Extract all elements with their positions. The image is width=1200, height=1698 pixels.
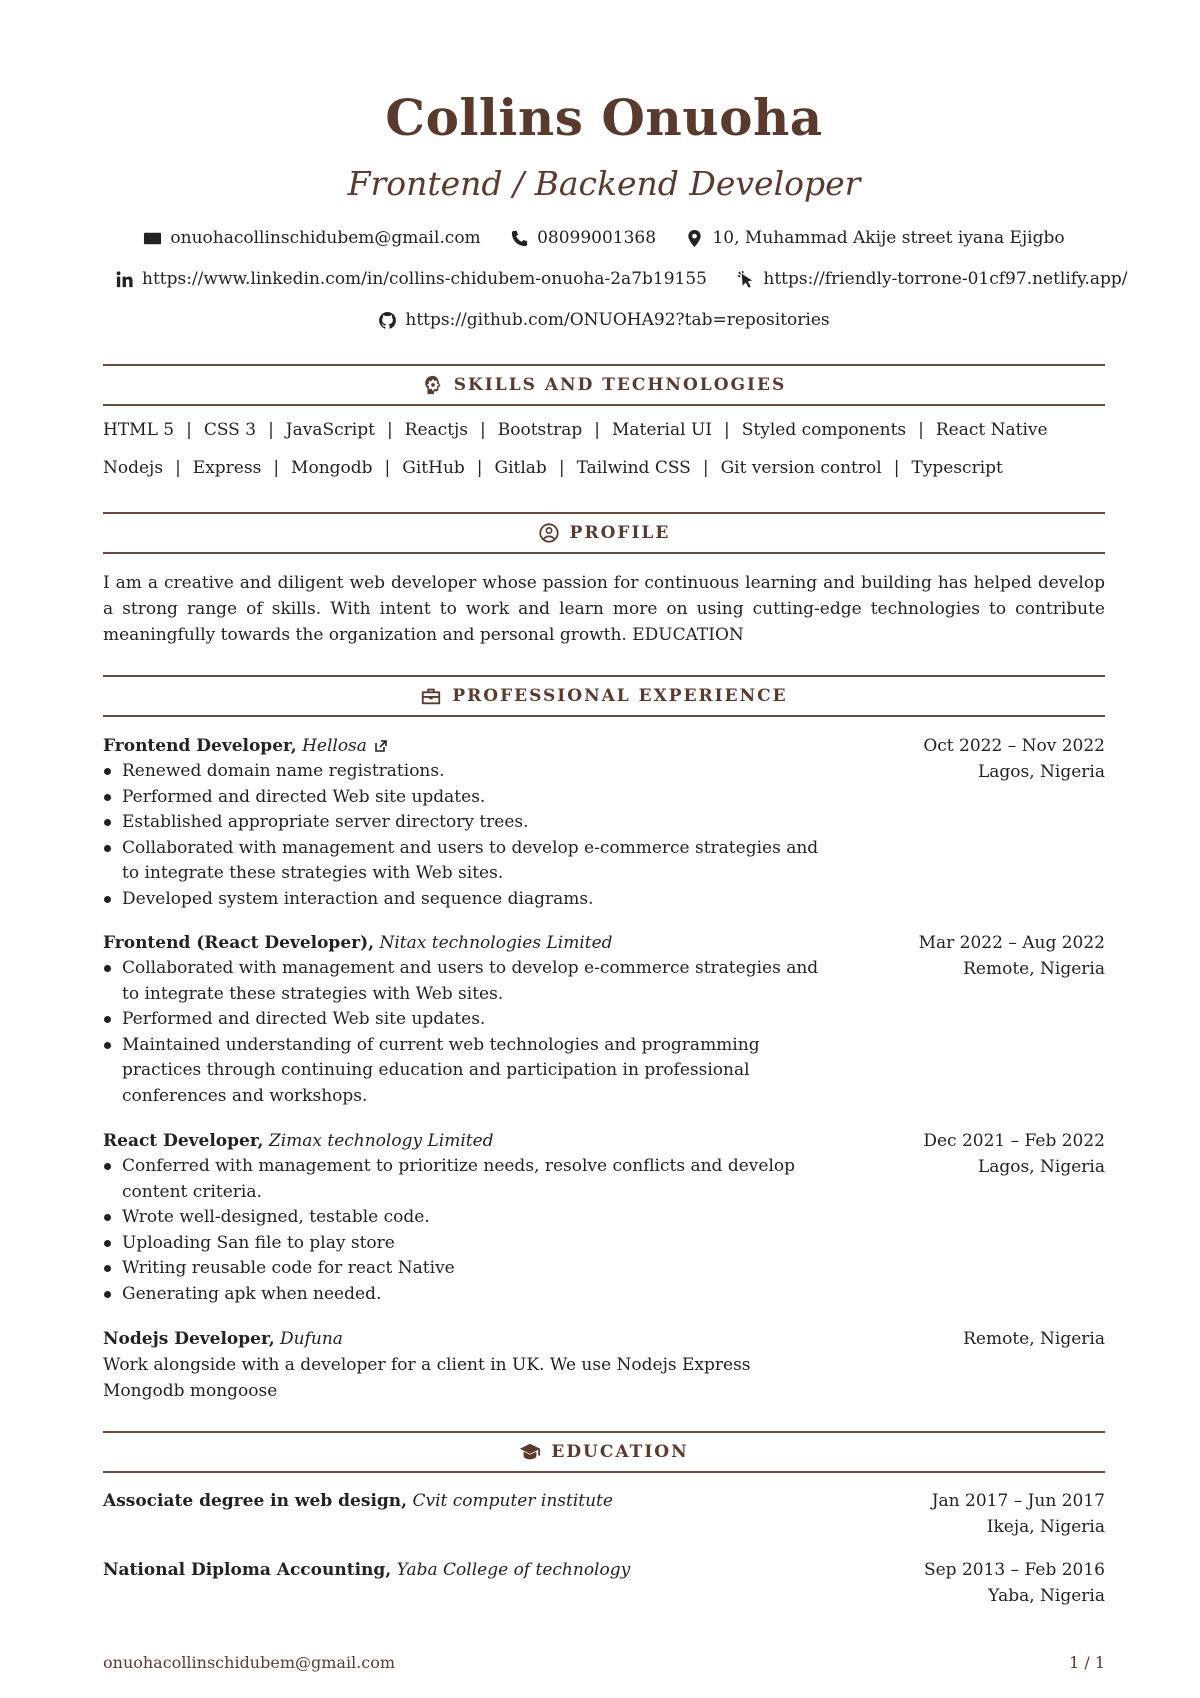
skill-separator: | <box>186 420 192 440</box>
education-location: Ikeja, Nigeria <box>986 1517 1105 1537</box>
job-bullets <box>103 1154 822 1307</box>
job-bullets <box>103 956 822 1109</box>
skill-item: JavaScript <box>285 420 375 440</box>
head-gears-icon <box>422 374 444 396</box>
list-item: Wrote well-designed, testable code. <box>122 1205 822 1231</box>
website-link[interactable]: https://friendly-torrone-01cf97.netlify.app/ <box>763 269 1128 289</box>
github-link[interactable]: https://github.com/ONUOHA92?tab=repositories <box>405 310 830 330</box>
education-entry <box>103 1488 1105 1537</box>
list-item: Renewed domain name registrations. <box>122 759 822 785</box>
profile-text: I am a creative and diligent web developer whose passion for continuous learning and building has helped develop a strong range of skills. With intent to work and learn more on using cutting-edge technologies to contribute meaningfully towards the organization and personal growth. EDUCATION <box>103 573 1105 645</box>
skill-separator: | <box>476 458 483 478</box>
skills-row-1 <box>103 420 1105 440</box>
skill-item: Gitlab <box>494 458 547 478</box>
contact-row-1 <box>103 228 1105 253</box>
education-meta <box>932 1488 1105 1540</box>
external-link-icon[interactable] <box>375 740 387 752</box>
skill-separator: | <box>175 458 181 478</box>
job-position: Frontend (React Developer), <box>103 933 375 953</box>
list-item: Collaborated with management and users to develop e-commerce strategies and to integrate these strategies with Web sites. <box>122 956 822 1007</box>
job-position: Nodejs Developer, <box>103 1329 275 1349</box>
job-org: Zimax technology Limited <box>268 1131 494 1151</box>
job-meta <box>919 930 1105 982</box>
list-item: Collaborated with management and users to develop e-commerce strategies and to integrate these strategies with Web sites. <box>122 836 822 887</box>
education-entry <box>103 1557 1105 1606</box>
skill-separator: | <box>384 458 391 478</box>
envelope-icon <box>143 229 162 248</box>
job-position: Frontend Developer, <box>103 736 297 756</box>
job-meta <box>923 733 1105 785</box>
list-item: Performed and directed Web site updates. <box>122 1007 822 1033</box>
linkedin-link[interactable]: https://www.linkedin.com/in/collins-chidubem-onuoha-2a7b19155 <box>142 269 707 289</box>
job-description: Work alongside with a developer for a client in UK. We use Nodejs Express Mongodb mongoose <box>103 1355 751 1401</box>
skill-item: CSS 3 <box>203 420 257 440</box>
skill-item: Tailwind CSS <box>576 458 691 478</box>
profile-title: PROFILE <box>569 523 671 543</box>
education-location: Yaba, Nigeria <box>988 1586 1105 1606</box>
job-bullets <box>103 759 822 912</box>
cursor-click-icon <box>736 270 755 289</box>
job-org: Dufuna <box>280 1329 343 1349</box>
job-dates: Mar 2022 – Aug 2022 <box>918 933 1105 953</box>
education-meta <box>924 1557 1105 1609</box>
linkedin-icon <box>115 270 134 289</box>
contact-row-2 <box>103 269 1128 294</box>
job-org: Nitax technologies Limited <box>379 933 613 953</box>
contact-github[interactable] <box>378 310 829 330</box>
list-item: Developed system interaction and sequence diagrams. <box>122 887 822 913</box>
education-degree: National Diploma Accounting, <box>103 1560 392 1580</box>
list-item: Uploading San file to play store <box>122 1231 822 1257</box>
job-entry <box>103 733 1105 912</box>
skill-separator: | <box>594 420 600 440</box>
skill-separator: | <box>893 458 900 478</box>
skill-item: Mongodb <box>291 458 373 478</box>
skill-item: Material UI <box>611 420 713 440</box>
job-location: Remote, Nigeria <box>963 1329 1105 1349</box>
user-circle-icon <box>538 522 560 544</box>
skill-separator: | <box>480 420 486 440</box>
skill-separator: | <box>273 458 280 478</box>
skill-separator: | <box>918 420 924 440</box>
list-item: Conferred with management to prioritize needs, resolve conflicts and develop content criteria. <box>122 1154 822 1205</box>
profile-section-header <box>103 512 1105 554</box>
job-org-link[interactable]: Hellosa <box>302 736 367 756</box>
job-position: React Developer, <box>103 1131 264 1151</box>
education-degree: Associate degree in web design, <box>103 1491 408 1511</box>
skill-item: HTML 5 <box>103 420 175 440</box>
skill-item: React Native <box>935 420 1048 440</box>
job-meta <box>923 1128 1105 1180</box>
job-entry <box>103 1326 1105 1404</box>
contact-website[interactable] <box>736 269 1127 289</box>
skill-separator: | <box>268 420 274 440</box>
contact-email[interactable] <box>143 228 480 248</box>
experience-section-header <box>103 675 1105 717</box>
email-text[interactable]: onuohacollinschidubem@gmail.com <box>170 228 481 248</box>
footer-page-number: 1 / 1 <box>1069 1653 1105 1672</box>
skills-section-header <box>103 364 1105 406</box>
job-location: Lagos, Nigeria <box>977 1157 1105 1177</box>
list-item: Maintained understanding of current web technologies and programming practices through continuing education and participation in professional conferences and workshops. <box>122 1033 822 1110</box>
skill-item: Reactjs <box>404 420 469 440</box>
job-entry <box>103 1128 1105 1307</box>
skill-item: Typescript <box>911 458 1003 478</box>
skills-row-2 <box>103 458 1105 478</box>
education-school: Cvit computer institute <box>412 1491 613 1511</box>
job-entry <box>103 930 1105 1109</box>
graduation-cap-icon <box>519 1441 541 1463</box>
education-title: EDUCATION <box>551 1442 689 1462</box>
skill-item: Styled components <box>741 420 907 440</box>
skill-item: Git version control <box>720 458 882 478</box>
list-item: Performed and directed Web site updates. <box>122 785 822 811</box>
briefcase-icon <box>420 685 442 707</box>
job-dates: Dec 2021 – Feb 2022 <box>923 1131 1105 1151</box>
job-location: Lagos, Nigeria <box>977 762 1105 782</box>
resume-name: Collins Onuoha <box>385 88 823 147</box>
skill-separator: | <box>702 458 709 478</box>
job-meta <box>963 1326 1105 1352</box>
skills-title: SKILLS AND TECHNOLOGIES <box>453 375 787 395</box>
job-dates: Oct 2022 – Nov 2022 <box>923 736 1105 756</box>
list-item: Generating apk when needed. <box>122 1282 822 1308</box>
skill-separator: | <box>558 458 565 478</box>
list-item: Established appropriate server directory trees. <box>122 810 822 836</box>
contact-row-3 <box>103 310 1105 335</box>
github-icon <box>378 311 397 330</box>
job-location: Remote, Nigeria <box>963 959 1105 979</box>
address-text: 10, Muhammad Akije street iyana Ejigbo <box>712 228 1065 248</box>
education-dates: Jan 2017 – Jun 2017 <box>931 1491 1105 1511</box>
list-item: Writing reusable code for react Native <box>122 1256 822 1282</box>
contact-phone[interactable] <box>510 228 656 248</box>
phone-icon <box>510 229 529 248</box>
skill-separator: | <box>386 420 393 440</box>
contact-address <box>685 228 1064 248</box>
job-heading <box>103 1326 1105 1352</box>
resume-role: Frontend / Backend Developer <box>347 164 861 203</box>
footer-email: onuohacollinschidubem@gmail.com <box>103 1653 396 1672</box>
education-section-header <box>103 1431 1105 1473</box>
skill-separator: | <box>724 420 730 440</box>
contact-linkedin[interactable] <box>115 269 707 289</box>
skill-item: Bootstrap <box>497 420 583 440</box>
skill-item: Express <box>192 458 262 478</box>
education-dates: Sep 2013 – Feb 2016 <box>923 1560 1105 1580</box>
experience-title: PROFESSIONAL EXPERIENCE <box>452 686 788 706</box>
map-pin-icon <box>685 229 704 248</box>
phone-text[interactable]: 08099001368 <box>537 228 657 248</box>
skill-item: GitHub <box>402 458 465 478</box>
education-school: Yaba College of technology <box>396 1560 631 1580</box>
skill-item: Nodejs <box>103 458 164 478</box>
